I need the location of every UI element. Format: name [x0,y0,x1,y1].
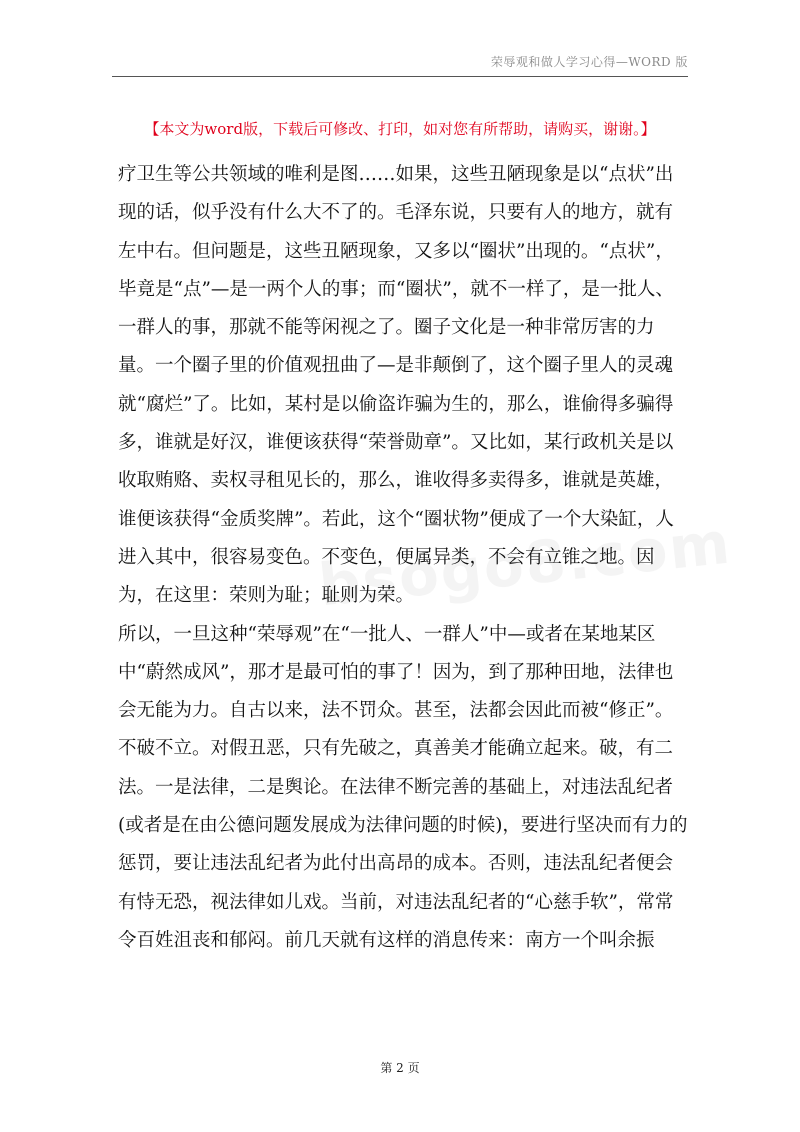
paragraph: 疗卫生等公共领域的唯利是图……如果，这些丑陋现象是以“点状”出现的话，似乎没有什么大不了的。毛泽东说，只要有人的地方，就有左中右。但问题是，这些丑陋现象，又多以“圈状”出现的。“点状”，毕竟是“点”—是一两个人的事；而“圈状”，就不一样了，是一批人、一群人的事，那就不能等闲视之了。圈子文化是一种非常厉害的力量。一个圈子里的价值观扭曲了—是非颠倒了，这个圈子里人的灵魂就“腐烂”了。比如，某村是以偷盗诈骗为生的，那么，谁偷得多骗得多，谁就是好汉，谁便该获得“荣誉勋章”。又比如，某行政机关是以收取贿赂、卖权寻租见长的，那么，谁收得多卖得多，谁就是英雄，谁便该获得“金质奖牌”。若此，这个“圈状物”便成了一个大染缸，人进入其中，很容易变色。不变色，便属异类，不会有立锥之地。因为，在这里：荣则为耻；耻则为荣。 [118,164,674,607]
header-title: 荣辱观和做人学习心得—WORD 版 [490,55,688,69]
header-divider [112,76,688,77]
page-number: 第 2 页 [380,1061,420,1075]
purchase-notice: 【本文为word版，下载后可修改、打印，如对您有所帮助，请购买，谢谢。】 [144,120,656,138]
document-body [118,156,688,960]
paragraph: 不破不立。对假丑恶，只有先破之，真善美才能确立起来。破，有二法。一是法律，二是舆论。在法律不断完善的基础上，对违法乱纪者(或者是在由公德问题发展成为法律问题的时候)，要进行坚决而有力的惩罚，要让违法乱纪者为此付出高昂的成本。否则，违法乱纪者便会有恃无恐，视法律如儿戏。当前，对违法乱纪者的“心慈手软”，常常令百姓沮丧和郁闷。前几天就有这样的消息传来：南方一个叫余振 [118,738,688,951]
paragraph: 所以，一旦这种“荣辱观”在“一批人、一群人”中—或者在某地某区中“蔚然成风”，那才是最可怕的事了！因为，到了那种田地，法律也会无能为力。自古以来，法不罚众。甚至，法都会因此而被“修正”。 [118,623,674,722]
